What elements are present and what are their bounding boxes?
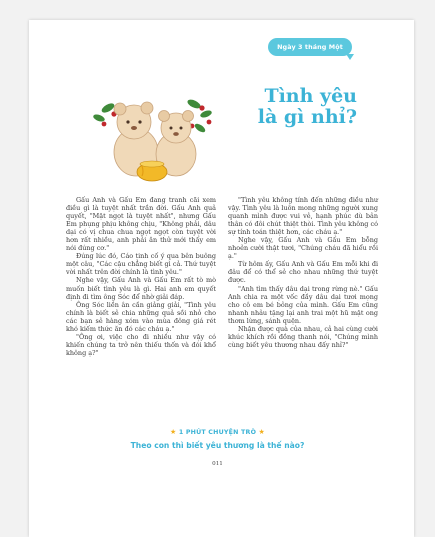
paragraph: Đúng lúc đó, Cáo tinh cố ý qua bên buông một câu, "Các cậu chẳng biết gì cả. Thứ tuyệt vời nhất trên đời chính là tình yêu.": [66, 252, 216, 277]
title-line-2: là gì nhỉ?: [257, 106, 357, 128]
tip-label-text: 1 PHÚT CHUYỆN TRÒ: [178, 429, 257, 436]
star-icon: ★: [169, 428, 177, 436]
tip-heading: [0, 428, 435, 436]
star-icon: ★: [258, 428, 266, 436]
paragraph: "Ông ơi, việc cho đi nhiều như vậy có khiến chúng ta trở nên thiếu thốn và đói khổ không ạ?": [66, 332, 216, 357]
date-badge-tail: [346, 54, 354, 60]
paragraph: Từ hôm ấy, Gấu Anh và Gấu Em mỗi khi đi đâu để có thể sẻ cho nhau những thứ tuyệt được.: [228, 260, 378, 285]
paragraph: Nhận được quà của nhau, cả hai cùng cười khúc khích rồi đồng thanh nói, "Chúng mình cùng biết yêu thương nhau đấy nhỉ?": [228, 324, 378, 349]
paragraph: Ông Sóc liền ân cần giảng giải, "Tình yêu chính là biết sẻ chia những quả sồi nhỏ cho các bạn sẻ hàng xóm vào mùa đông giá rét khó kiếm thức ăn đó các cháu ạ.": [66, 300, 216, 333]
text-column-left: [66, 196, 216, 357]
paragraph: "Tình yêu không tính đến những điều như vậy. Tình yêu là luôn mong những người xung quanh mình được vui vẻ, hạnh phúc dù bản thân có đôi chút thiệt thòi. Tình yêu không có sự tính toán thiệt hơn, các cháu ạ.": [228, 196, 378, 237]
paragraph: "Anh tìm thấy dâu dại trong rừng nè." Gấu Anh chia ra một vốc đầy dâu dại tươi mọng cho cô em bé bỏng của mình. Gấu Em cũng nhanh nhảu tặng lại anh trai một hũ mật ong thơm lừng, sánh quện.: [228, 284, 378, 325]
story-title: [258, 86, 357, 128]
paragraph: Nghe vậy, Gấu Anh và Gấu Em bỗng nhoẻn cười thật tươi, "Chúng cháu đã hiểu rồi ạ.": [228, 236, 378, 261]
paragraph: Gấu Anh và Gấu Em đang tranh cãi xem điều gì là tuyệt nhất trần đời. Gấu Anh quả quyết, "Mật ngọt là tuyệt nhất", nhưng Gấu Em phụng phịu không chịu, "Không phải, dâu dại có vị chua chua ngọt ngọt còn tuyệt vời hơn rất nhiều, anh phải ăn thử mới thấy em nói đúng cơ.": [66, 196, 216, 253]
tip-question: Theo con thì biết yêu thương là thế nào?: [130, 441, 305, 450]
title-line-1: Tình yêu: [264, 85, 357, 107]
page-number: 011: [212, 461, 223, 467]
date-badge: Ngày 3 tháng Một: [268, 38, 352, 56]
bears-illustration: [90, 94, 220, 184]
paragraph: Nghe vậy, Gấu Anh và Gấu Em rất tò mò muốn biết tình yêu là gì. Hai anh em quyết định đi tìm ông Sóc để nhờ giải đáp.: [66, 276, 216, 301]
text-column-right: [228, 196, 378, 349]
